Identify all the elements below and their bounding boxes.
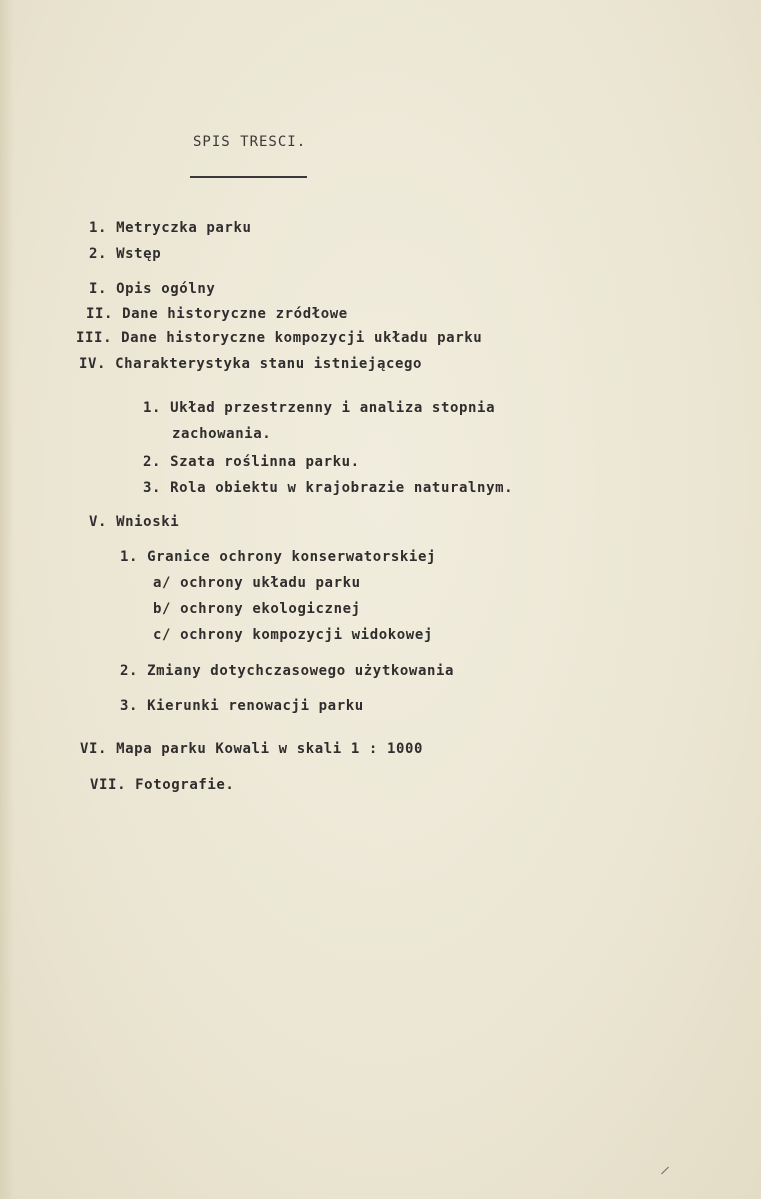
toc-entry: IV. Charakterystyka stanu istniejącego xyxy=(79,356,423,372)
toc-entry: I. Opis ogólny xyxy=(89,281,216,297)
toc-subentry: 3. Kierunki renowacji parku xyxy=(120,698,364,714)
title-underline xyxy=(190,176,307,178)
toc-subsubentry: c/ ochrony kompozycji widokowej xyxy=(153,627,433,643)
toc-entry: III. Dane historyczne kompozycji układu parku xyxy=(76,330,483,346)
toc-subentry-continuation: zachowania. xyxy=(172,426,272,442)
toc-subsubentry: a/ ochrony układu parku xyxy=(153,575,361,591)
toc-entry: VII. Fotografie. xyxy=(90,777,235,793)
page-title: SPIS TRESCI. xyxy=(193,134,307,150)
toc-subentry: 2. Zmiany dotychczasowego użytkowania xyxy=(120,663,455,679)
toc-subentry: 1. Układ przestrzenny i analiza stopnia xyxy=(143,400,496,416)
pencil-mark xyxy=(661,1167,669,1175)
toc-entry: II. Dane historyczne zródłowe xyxy=(86,306,348,322)
toc-subsubentry: b/ ochrony ekologicznej xyxy=(153,601,361,617)
page-edge-shadow xyxy=(0,0,14,1199)
toc-entry: 1. Metryczka parku xyxy=(89,220,252,236)
toc-subentry: 2. Szata roślinna parku. xyxy=(143,454,360,470)
toc-entry: 2. Wstęp xyxy=(89,246,162,262)
toc-subentry: 3. Rola obiektu w krajobrazie naturalnym. xyxy=(143,480,514,496)
toc-subentry: 1. Granice ochrony konserwatorskiej xyxy=(120,549,437,565)
toc-entry: VI. Mapa parku Kowali w skali 1 : 1000 xyxy=(80,741,424,757)
toc-entry: V. Wnioski xyxy=(89,514,180,530)
